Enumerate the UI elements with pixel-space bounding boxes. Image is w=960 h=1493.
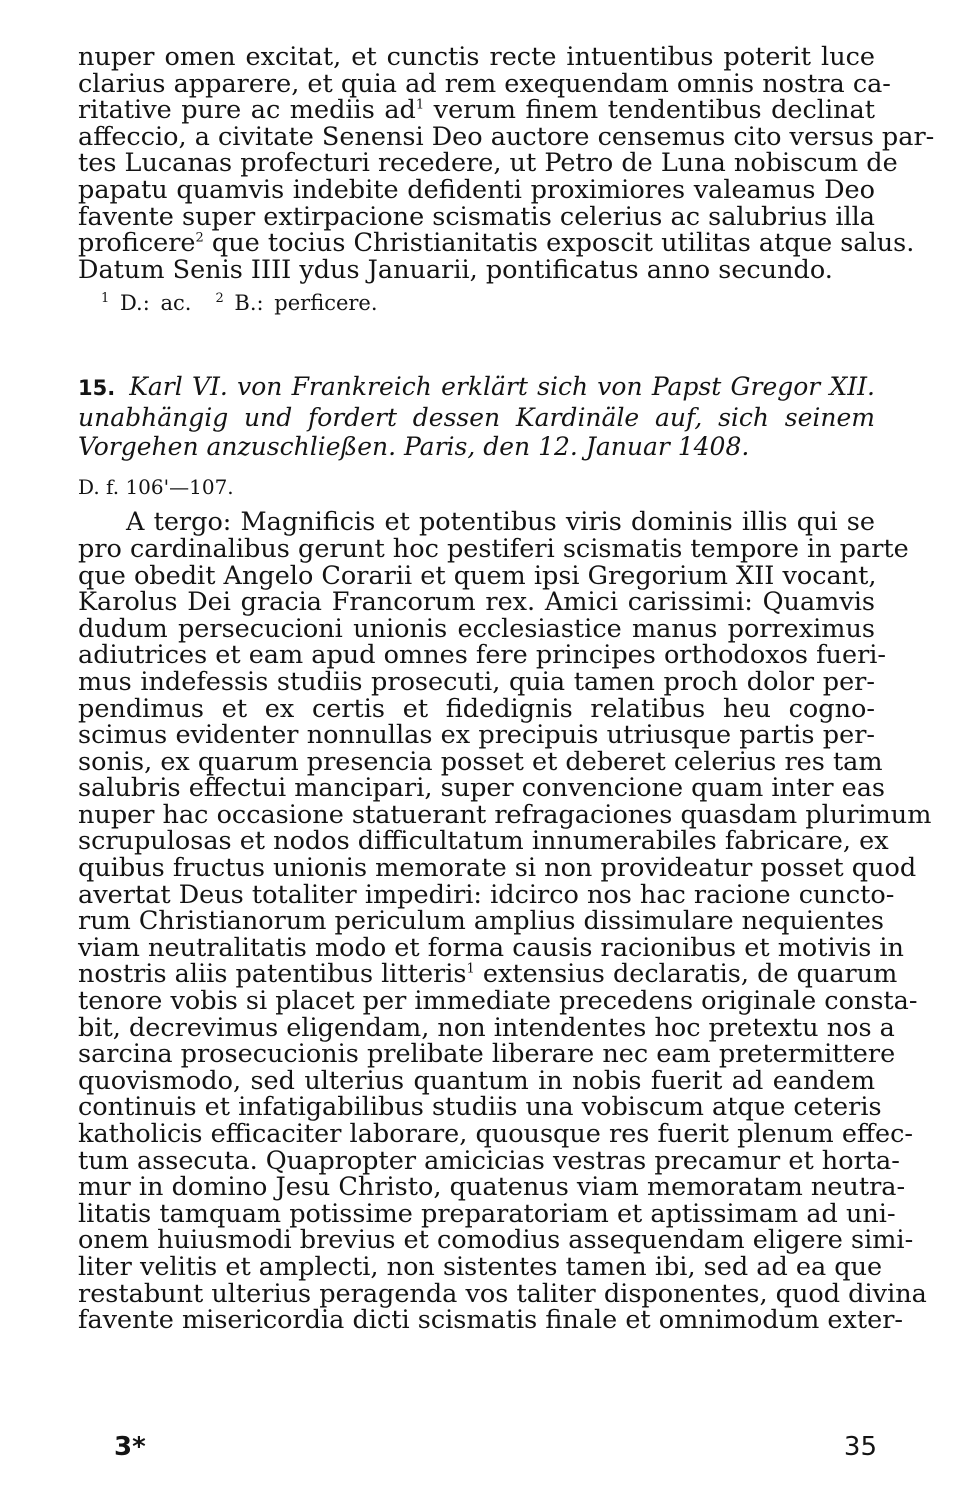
text-line	[78, 853, 917, 884]
footnote-ref: 1	[415, 97, 425, 113]
line-text: sonis, ex quarum presencia posset et deberet celerius res tam	[78, 746, 883, 777]
text-line	[78, 589, 875, 616]
footnote-mark: 1	[101, 291, 110, 307]
text-line	[78, 1039, 896, 1070]
heading-line	[78, 403, 875, 432]
line-text: tenore vobis si placet per immediate precedens originale consta-	[78, 986, 918, 1017]
signature-mark: 3*	[114, 1432, 146, 1462]
text-line	[78, 666, 875, 697]
line-text: affeccio, a civitate Senensi Deo auctore censemus cito versus par-	[78, 121, 935, 152]
line-text: Karolus Dei gracia Francorum rex. Amici carissimi: Quamvis	[78, 587, 875, 618]
line-text: ritative pure ac mediis ad	[78, 95, 416, 126]
line-text: scrupulosas et nodos difficultatum innumerabiles fabricare, ex	[78, 826, 889, 857]
text-line	[78, 773, 885, 804]
text-line	[78, 201, 875, 232]
line-text: papatu quamvis indebite defidenti proximiores valeamus Deo	[78, 174, 875, 205]
line-text: mur in domino Jesu Christo, quatenus viam memoratam neutra-	[78, 1172, 906, 1203]
document-heading	[78, 372, 875, 461]
text-line	[78, 826, 889, 857]
top-paragraph	[78, 42, 935, 285]
text-line	[78, 254, 875, 285]
document-number: 15.	[78, 376, 116, 401]
text-line	[78, 560, 877, 591]
body-paragraph	[78, 507, 932, 1336]
footnote	[215, 291, 377, 315]
heading-text: Karl VI. von Frankreich erklärt sich von Papst Gregor XII.	[129, 372, 875, 402]
text-line	[78, 640, 887, 671]
footnotes	[78, 291, 875, 315]
line-text: pendimus et ex certis et fidedignis relatibus heu cogno-	[78, 693, 875, 724]
line-text: katholicis efficaciter laborare, quousque res fuerit plenum effec-	[78, 1119, 914, 1149]
text-line	[78, 906, 885, 937]
line-text: rum Christianorum periculum amplius dissimulare nequientes	[78, 906, 885, 937]
text-line	[78, 1119, 914, 1149]
text-line	[78, 44, 875, 71]
text-line	[78, 148, 898, 179]
text-line	[78, 1225, 914, 1256]
text-line	[78, 1065, 875, 1096]
text-line	[78, 799, 932, 830]
line-text: extensius declaratis, de quarum	[474, 959, 898, 990]
text-line	[78, 722, 875, 749]
text-line	[78, 932, 904, 963]
line-text: que tocius Christianitatis exposcit utilitas atque salus.	[203, 228, 915, 259]
line-text: pro cardinalibus gerunt hoc pestiferi scismatis tempore in parte	[78, 533, 909, 564]
text-line	[78, 1305, 904, 1336]
text-line	[78, 174, 875, 205]
heading-line	[78, 432, 875, 461]
text-line	[78, 97, 875, 124]
line-text: nuper omen excitat, et cunctis recte intuentibus poterit luce	[78, 42, 875, 72]
line-text: favente misericordia dicti scismatis finale et omnimodum exter-	[78, 1305, 904, 1336]
line-text: dudum persecucioni unionis ecclesiastice manus porreximus	[78, 613, 875, 644]
footnote-ref: 1	[466, 961, 475, 977]
line-text: bit, decrevimus eligendam, non intendentes hoc pretextu nos a	[78, 1012, 895, 1043]
footnote-mark: 2	[215, 291, 224, 307]
text-line	[78, 1145, 900, 1176]
line-text: sarcina prosecucionis prelibate liberare nec eam pretermittere	[78, 1039, 896, 1070]
footnote-ref: 2	[195, 230, 204, 246]
line-text: continuis et infatigabilibus studiis una vobiscum atque ceteris	[78, 1092, 882, 1123]
text-line	[78, 1198, 896, 1229]
page-number: 35	[843, 1432, 877, 1462]
text-line	[78, 1012, 895, 1043]
line-text: adiutrices et eam apud omnes fere principes orthodoxos fueri-	[78, 640, 887, 671]
heading-line	[78, 372, 875, 403]
line-text: tes Lucanas profecturi recedere, ut Petro de Luna nobiscum de	[78, 148, 898, 179]
line-text: salubris effectui mancipari, super convencione quam inter eas	[78, 773, 885, 804]
line-text: que obedit Angelo Corarii et quem ipsi Gregorium XII vocant,	[78, 560, 877, 591]
text-line	[78, 1172, 906, 1203]
heading-text: unabhängig und fordert dessen Kardinäle auf, sich seinem	[78, 403, 875, 433]
line-text: clarius apparere, et quia ad rem exequendam omnis nostra ca-	[78, 68, 891, 99]
line-text: proficere	[78, 228, 196, 259]
footnote-text: B.: perficere.	[234, 291, 378, 316]
footnote-text: D.: ac.	[119, 291, 192, 316]
source-reference: D. f. 106'—107.	[78, 475, 234, 500]
line-text: quibus fructus unionis memorate si non provideatur posset quod	[78, 853, 917, 884]
line-text: favente super extirpacione scismatis celerius ac salubrius illa	[78, 201, 875, 232]
text-line	[78, 1251, 883, 1282]
text-line	[78, 693, 875, 724]
text-line	[78, 959, 898, 990]
text-line	[78, 509, 875, 536]
line-text: quovismodo, sed ulterius quantum in nobis fuerit ad eandem	[78, 1065, 875, 1096]
text-line	[78, 1278, 927, 1309]
line-text: scimus evidenter nonnullas ex precipuis utriusque partis per-	[78, 720, 875, 751]
line-text: mus indefessis studiis prosecuti, quia tamen proch dolor per-	[78, 666, 875, 697]
line-text: tum assecuta. Quapropter amicicias vestras precamur et horta-	[78, 1145, 900, 1176]
text-line	[78, 68, 891, 99]
line-text: avertat Deus totaliter impediri: idcirco nos hac racione cuncto-	[78, 879, 895, 910]
footnote	[101, 291, 191, 315]
line-text: viam neutralitatis modo et forma causis racionibus et motivis in	[78, 932, 904, 963]
line-text: restabunt ulterius peragenda vos taliter disponentes, quod divina	[78, 1278, 927, 1309]
text-line	[78, 879, 895, 910]
text-line	[78, 121, 935, 152]
text-line	[78, 228, 915, 259]
text-line	[78, 613, 875, 644]
line-text: Datum Senis IIII ydus Januarii, pontificatus anno secundo.	[78, 254, 833, 285]
line-text: A tergo: Magnificis et potentibus viris dominis illis qui se	[126, 507, 875, 538]
text-line	[78, 1092, 882, 1123]
line-text: onem huiusmodi brevius et comodius assequendam eligere simi-	[78, 1225, 914, 1256]
line-text: nostris aliis patentibus litteris	[78, 959, 467, 990]
text-line	[78, 533, 909, 564]
line-text: litatis tamquam potissime preparatoriam et aptissimam ad uni-	[78, 1198, 896, 1229]
line-text: liter velitis et amplecti, non sistentes tamen ibi, sed ad ea que	[78, 1251, 883, 1282]
heading-text: Vorgehen anzuschließen. Paris, den 12. Januar 1408.	[78, 432, 750, 462]
line-text: nuper hac occasione statuerant refragaciones quasdam plurimum	[78, 799, 932, 830]
line-text: verum finem tendentibus declinat	[424, 95, 875, 126]
text-line	[78, 746, 883, 777]
page-content	[78, 42, 935, 1336]
text-line	[78, 986, 918, 1017]
